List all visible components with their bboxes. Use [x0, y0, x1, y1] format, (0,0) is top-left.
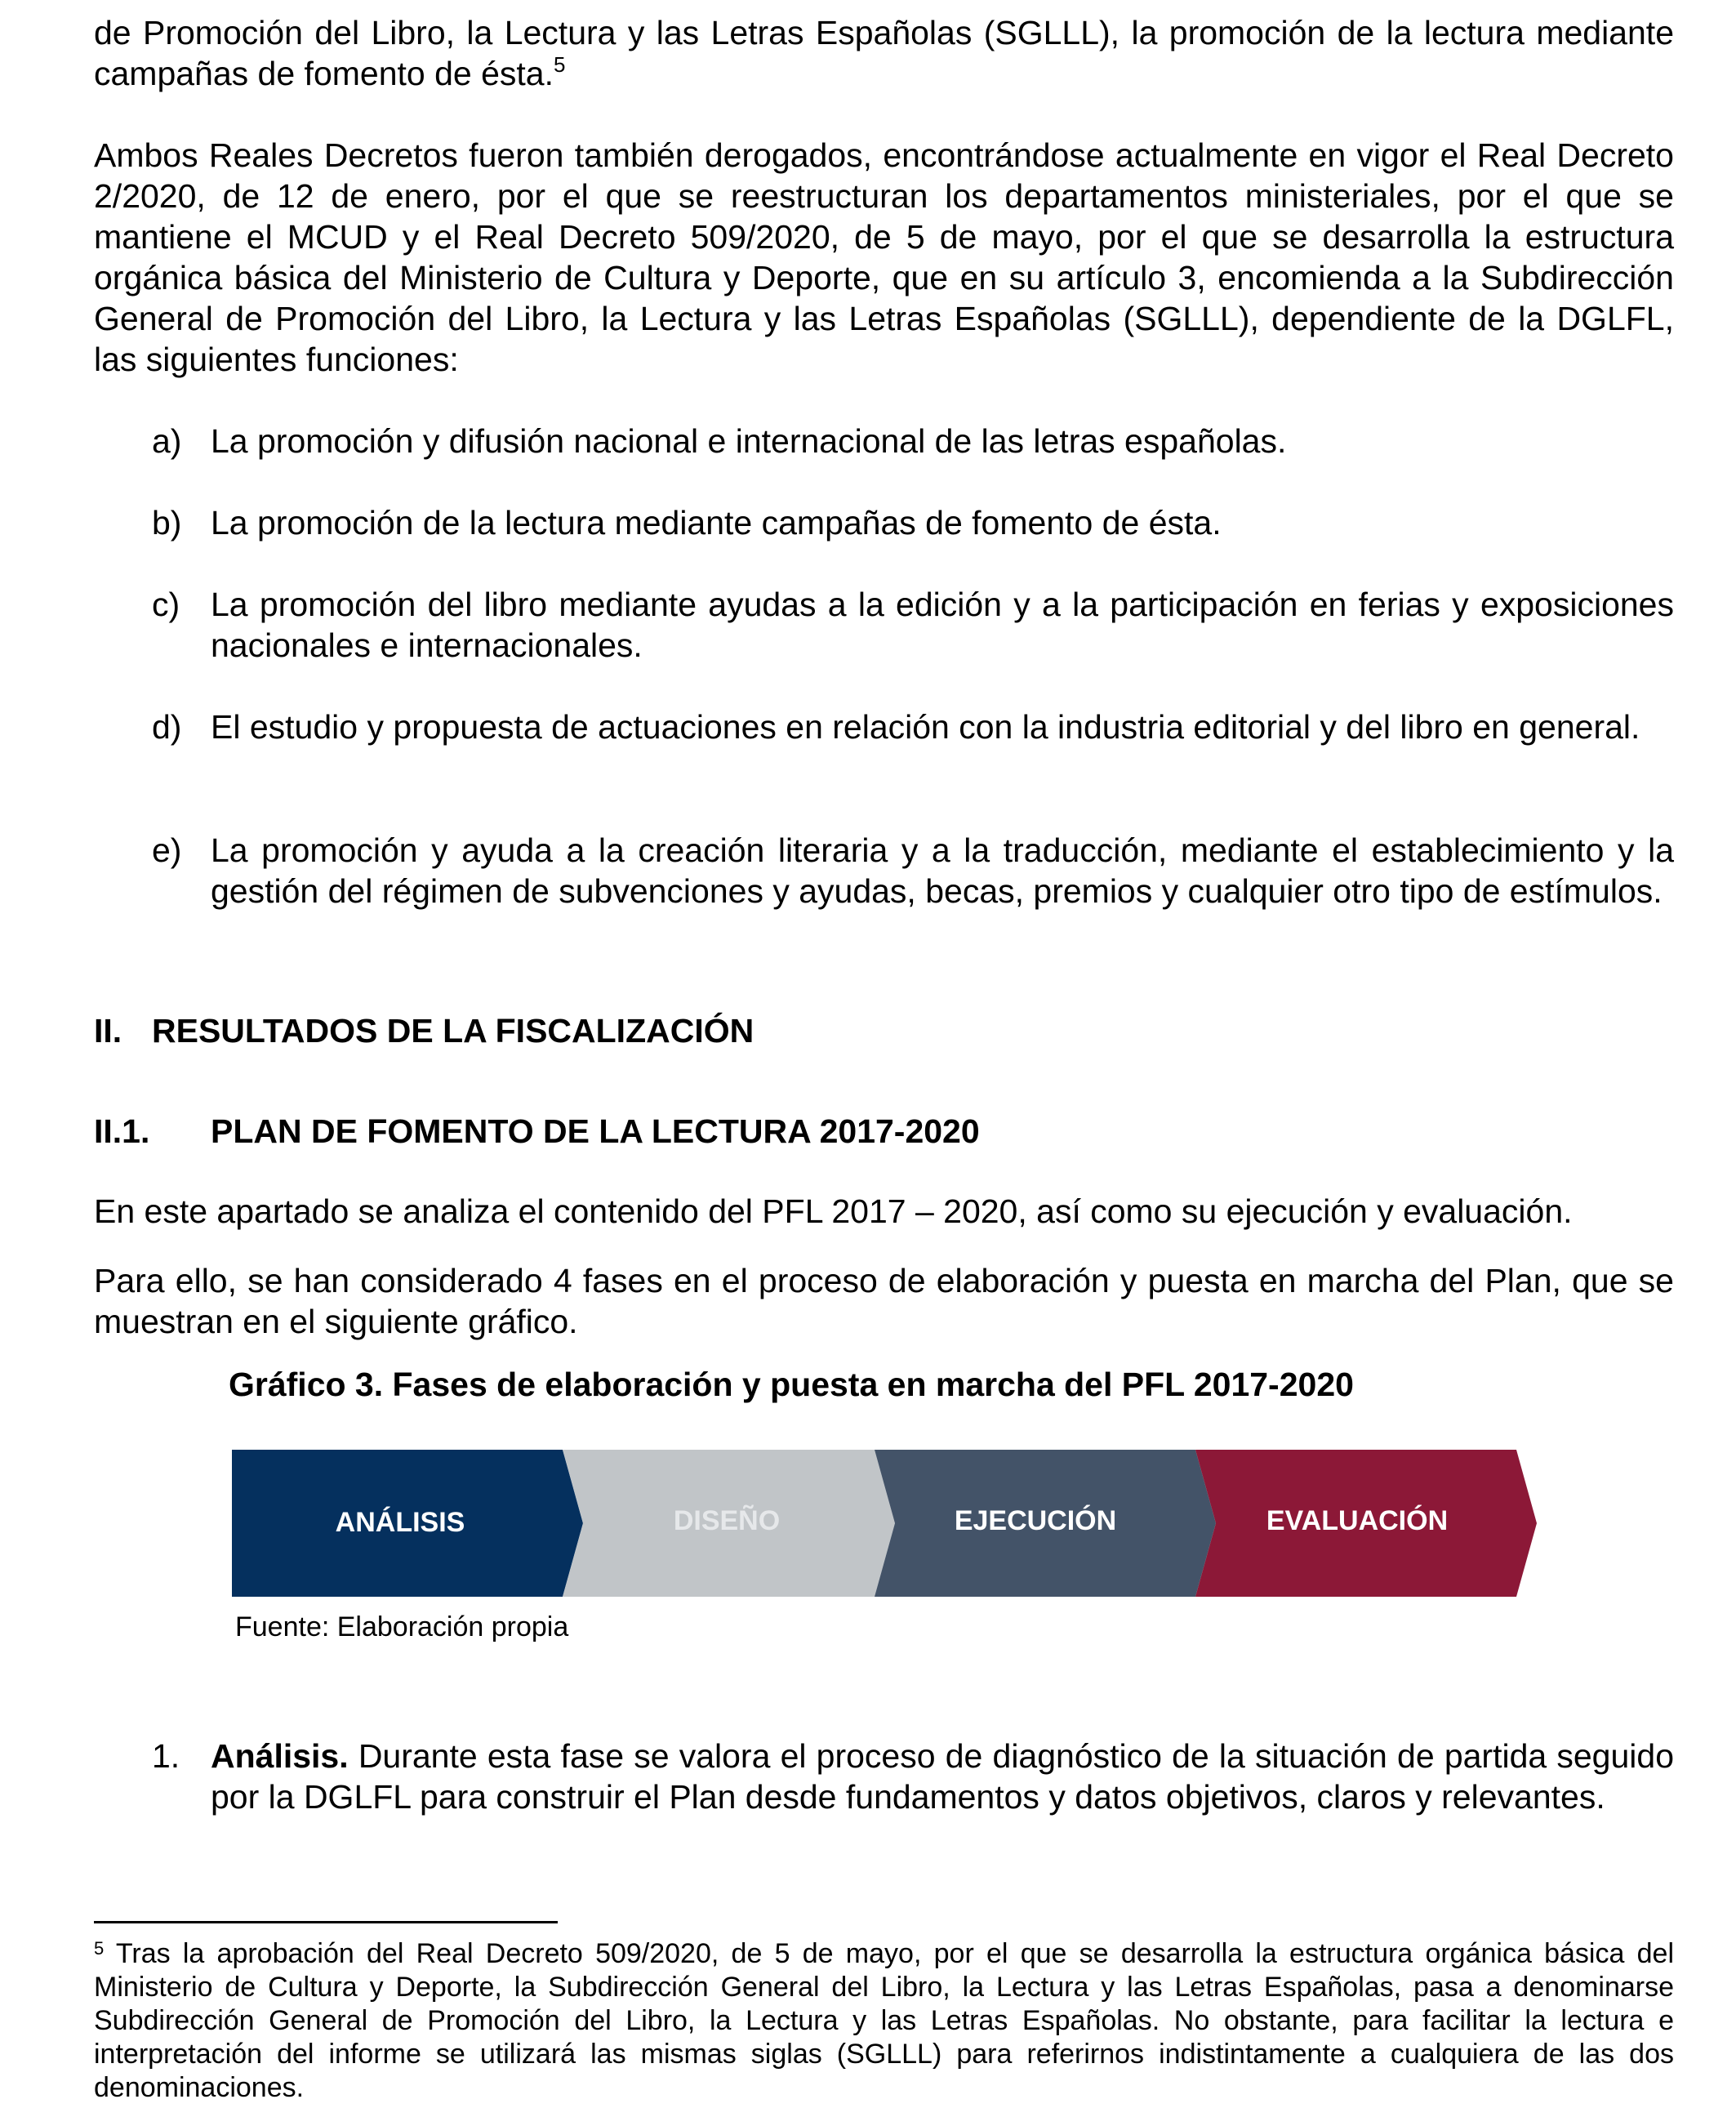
section-number: II. — [94, 1012, 122, 1050]
phases-diagram — [232, 1450, 1538, 1597]
section-title: RESULTADOS DE LA FISCALIZACIÓN — [152, 1012, 754, 1050]
footnote-reference[interactable]: 5 — [553, 52, 566, 77]
list-item-text: Análisis. Durante esta fase se valora el proceso de diagnóstico de la situación de partida seguido por la DGLFL para construir el Plan desde fundamentos y datos objetivos, claros y relevantes. — [211, 1737, 1674, 1816]
list-item-d — [152, 706, 1674, 747]
list-marker: d) — [152, 708, 182, 746]
list-item-text: La promoción de la lectura mediante campañas de fomento de ésta. — [211, 504, 1222, 542]
list-marker: c) — [152, 586, 180, 623]
phase-term: Análisis. — [211, 1737, 349, 1775]
phase-analisis-label: ANÁLISIS — [335, 1507, 465, 1538]
footnote-number: 5 — [94, 1938, 105, 1959]
figure-caption: Gráfico 3. Fases de elaboración y puesta en marcha del PFL 2017-2020 — [229, 1366, 1354, 1403]
phase-evaluacion-label: EVALUACIÓN — [1266, 1505, 1449, 1536]
list-item-text: La promoción y ayuda a la creación literaria y a la traducción, mediante el establecimiento y la gestión del régimen de subvenciones y ayudas, becas, premios y cualquier otro tipo de estímulos. — [211, 831, 1674, 910]
figure-source: Fuente: Elaboración propia — [235, 1611, 569, 1642]
paragraph-phases: Para ello, se han considerado 4 fases en el proceso de elaboración y puesta en marcha del Plan, que se muestran en el siguiente gráfico. — [94, 1262, 1674, 1340]
list-marker: a) — [152, 422, 182, 460]
subsection-number: II.1. — [94, 1112, 150, 1150]
list-item-e — [152, 830, 1674, 911]
numbered-item-analisis — [152, 1736, 1674, 1817]
list-marker: e) — [152, 831, 182, 869]
list-marker: b) — [152, 504, 182, 542]
subsection-title: PLAN DE FOMENTO DE LA LECTURA 2017-2020 — [211, 1112, 980, 1150]
list-item-text: La promoción y difusión nacional e internacional de las letras españolas. — [211, 422, 1287, 460]
list-item-b — [152, 502, 1674, 543]
paragraph-intro: de Promoción del Libro, la Lectura y las Letras Españolas (SGLLL), la promoción de la lectura mediante campañas de fomento de ésta.$^5$ — [94, 14, 1674, 92]
footnote: $^5$ Tras la aprobación del Real Decreto 509/2020, de 5 de mayo, por el que se desarrolla la estructura orgánica básica del Ministerio de Cultura y Deporte, la Subdirección General del Libro, la Lectura y las Letras Españolas, pasa a denominarse Subdirección General de Promoción del Libro, la Lectura y las Letras Españolas. No obstante, para facilitar la lectura e interpretación del informe se utilizará las mismas siglas (SGLLL) para referirnos indistintamente a cualquiera de las dos denominaciones. — [94, 1938, 1674, 2103]
footnote-separator — [94, 1921, 558, 1923]
list-item-text: La promoción del libro mediante ayudas a la edición y a la participación en ferias y exposiciones nacionales e internacionales. — [211, 586, 1674, 664]
phase-diseno-label: DISEÑO — [673, 1505, 781, 1536]
list-item-text: El estudio y propuesta de actuaciones en relación con la industria editorial y del libro en general. — [211, 708, 1640, 746]
phase-ejecucion-label: EJECUCIÓN — [954, 1505, 1117, 1536]
list-item-c — [152, 584, 1674, 666]
list-marker: 1. — [152, 1737, 180, 1775]
paragraph-decrees: Ambos Reales Decretos fueron también derogados, encontrándose actualmente en vigor el Real Decreto 2/2020, de 12 de enero, por el que se reestructuran los departamentos ministeriales, por el que se mantiene el MCUD y el Real Decreto 509/2020, de 5 de mayo, por el que se desarrolla la estructura orgánica básica del Ministerio de Cultura y Deporte, que en su artículo 3, encomienda a la Subdirección General de Promoción del Libro, la Lectura y las Letras Españolas (SGLLL), dependiente de la DGLFL, las siguientes funciones: — [94, 136, 1674, 378]
paragraph-scope: En este apartado se analiza el contenido del PFL 2017 – 2020, así como su ejecución y evaluación. — [94, 1192, 1573, 1230]
list-item-a — [152, 421, 1674, 461]
